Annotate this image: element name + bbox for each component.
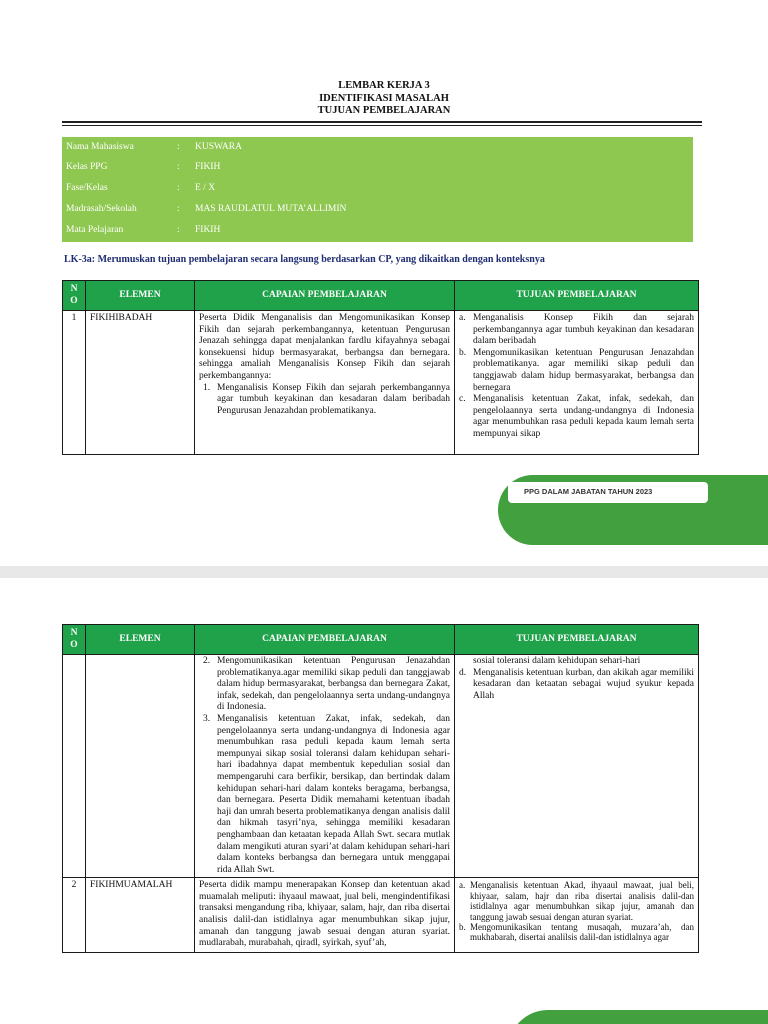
table-header-row <box>63 281 699 311</box>
tujuan-item-b: b. Mengomunikasikan tentang musaqah, muzara’ah, dan mukhabarah, disertai analilsis dalil-dan istidlalnya agar <box>459 921 694 943</box>
header-elemen: ELEMEN <box>86 625 195 655</box>
tujuan-item-c: c. Menganalisis ketentuan Zakat, infak, sedekah, dan pengelolaannya serta undang-undangnya di Indonesia agar menumbuhkan rasa peduli kepada kaum lemah serta mempunyai sikap <box>459 394 694 439</box>
row-tujuan <box>455 311 699 455</box>
header-no: N O <box>63 281 86 311</box>
info-label: Madrasah/Sekolah <box>66 204 137 214</box>
document-title-block <box>0 80 768 118</box>
row-elemen: FIKIHIBADAH <box>86 311 195 455</box>
tujuan-item-a: a. Menganalisis ketentuan Akad, ihyaaul mawaat, jual beli, khiyaar, salam, hajr dan riba disertai analisis dalil-dan istidlalnya agar menumbuhkan sikap jujur, amanah dan tanggung jawab sesuai dengan aturan syariat. <box>459 880 694 922</box>
info-label: Mata Pelajaran <box>66 225 124 235</box>
tp-table <box>62 280 699 455</box>
info-label: Nama Mahasiswa <box>66 142 134 152</box>
header-no: N O <box>63 625 86 655</box>
capaian-item: 1. Menganalisis Konsep Fikih dan sejarah perkembangannya agar tumbuh keyakinan dan kesadaran dalam beribadah Pengurusan Jenazahdan problematikanya. <box>203 382 450 416</box>
capaian-item-3: 3. Menganalisis ketentuan Zakat, infak, sedekah, dan pengelolaannya serta undang-undangnya di Indonesia agar menumbuhkan rasa peduli kepada kaum lemah serta mempunyai sikap sosial toleransi dalam kehidupan sehari-hari ibadahnya dapat membentuk kepedulian sosial dan mempengaruhi cara berfikir, bersikap, dan bertindak dalam kehidupan sehari-hari dalam konteks beragama, berbangsa, dan bernegara. Peserta Didik memahami ketentuan ibadah haji dan umrah beserta problematikanya dengan analisis dalil dan hikmah tasyri’nya, sehingga memiliki kesadaran penghambaan dan ketaatan kepada Allah Swt. secara mutlak dalam mengikuti aturan syari’at dalam kehidupan sehari-hari dalam konteks berbangsa dan bernegara untuk menggapai rida Allah Swt. <box>203 713 450 875</box>
title-divider-thin <box>62 125 702 126</box>
tujuan-item-b: b. Mengomunikasikan ketentuan Pengurusan Jenazahdan problematikanya. agar memiliki sikap peduli dan tanggjawab dalam hidup bermasyarakat, berbangsa dan bernegara <box>459 347 694 393</box>
row-tujuan <box>455 655 699 878</box>
info-value: E / X <box>195 183 216 193</box>
table-row <box>63 655 699 878</box>
table-row <box>63 878 699 953</box>
footer-wave-shape <box>508 1010 768 1024</box>
info-colon: : <box>177 142 180 152</box>
lk-heading: LK-3a: Merumuskan tujuan pembelajaran secara langsung berdasarkan CP, yang dikaitkan dengan konteksnya <box>64 254 545 265</box>
info-colon: : <box>177 204 180 214</box>
tp-table-continued <box>62 624 699 953</box>
info-colon: : <box>177 183 180 193</box>
tujuan-item-d: d. Menganalisis ketentuan kurban, dan akikah agar memiliki kesadaran dan ketaatan sebagai wujud syukur kepada Allah <box>459 667 694 701</box>
info-row-fase <box>62 178 693 198</box>
info-row-madrasah <box>62 199 693 219</box>
title-line-1: LEMBAR KERJA 3 <box>338 80 430 91</box>
info-row-nama <box>62 137 693 157</box>
info-row-mapel <box>62 220 693 240</box>
row-number: 1 <box>63 311 86 455</box>
row-capaian <box>195 311 455 455</box>
header-tujuan: TUJUAN PEMBELAJARAN <box>455 281 699 311</box>
capaian-text: Peserta didik mampu menerapakan Konsep dan ketentuan akad muamalah meliputi: ihyaaul mawaat, jual beli, mengindentifikasi transaksi mengandung riba, khiyaar, salam, hajr, dan riba disertai analisis dalil-dan istidlalnya agar menumbuhkan sikap jujur, amanah dan tanggung jawab sesuai dengan aturan syariat. mudlarabah, murabahah, qiradl, syirkah, syuf’ah, <box>199 880 450 949</box>
info-value: MAS RAUDLATUL MUTA’ALLIMIN <box>195 204 347 214</box>
document-page-2 <box>0 578 768 1024</box>
tujuan-item-a: a. Menganalisis Konsep Fikih dan sejarah perkembangannya agar tumbuh keyakinan dan kesadaran dalam beribadah <box>459 313 694 347</box>
info-value: KUSWARA <box>195 142 242 152</box>
footer-badge-text: PPG DALAM JABATAN TAHUN 2023 <box>524 487 653 496</box>
row-capaian <box>195 878 455 953</box>
header-elemen: ELEMEN <box>86 281 195 311</box>
row-tujuan <box>455 878 699 953</box>
header-capaian: CAPAIAN PEMBELAJARAN <box>195 281 455 311</box>
info-label: Fase/Kelas <box>66 183 108 193</box>
row-number: 2 <box>63 878 86 953</box>
tujuan-continuation: sosial toleransi dalam kehidupan sehari-hari <box>473 656 641 666</box>
title-line-2: IDENTIFIKASI MASALAH <box>319 92 449 104</box>
info-colon: : <box>177 225 180 235</box>
info-colon: : <box>177 162 180 172</box>
header-capaian: CAPAIAN PEMBELAJARAN <box>195 625 455 655</box>
table-row <box>63 311 699 455</box>
title-divider-thick <box>62 121 702 123</box>
student-info-panel <box>62 137 693 242</box>
info-label: Kelas PPG <box>66 162 108 172</box>
row-elemen <box>86 655 195 878</box>
row-capaian <box>195 655 455 878</box>
capaian-item-2: 2. Mengomunikasikan ketentuan Pengurusan Jenazahdan problematikanya.agar memiliki sikap peduli dan tanggjawab dalam hidup bermasyarakat, berbangsa dan bernegara Zakat, infak, sedekah, dan pengelolaannya serta undang-undangnya di Indonesia. <box>203 656 450 713</box>
info-row-kelas <box>62 157 693 177</box>
info-value: FIKIH <box>195 162 221 172</box>
title-line-3: TUJUAN PEMBELAJARAN <box>317 105 451 116</box>
table-header-row <box>63 625 699 655</box>
row-number <box>63 655 86 878</box>
capaian-intro: Peserta Didik Menganalisis dan Mengomunikasikan Konsep Fikih dan sejarah perkembangannya, ketentuan Pengurusan Jenazah sehingga dapat menjalankan fardlu kifayahnya sebagai konsekuensi hidup bermasyarakat, berbangsa dan bernegara. sehingga amaliah Menganalisis Konsep Fikih dan sejarah perkembangannya: <box>199 313 450 381</box>
row-elemen: FIKIHMUAMALAH <box>86 878 195 953</box>
header-tujuan: TUJUAN PEMBELAJARAN <box>455 625 699 655</box>
info-value: FIKIH <box>195 225 221 235</box>
